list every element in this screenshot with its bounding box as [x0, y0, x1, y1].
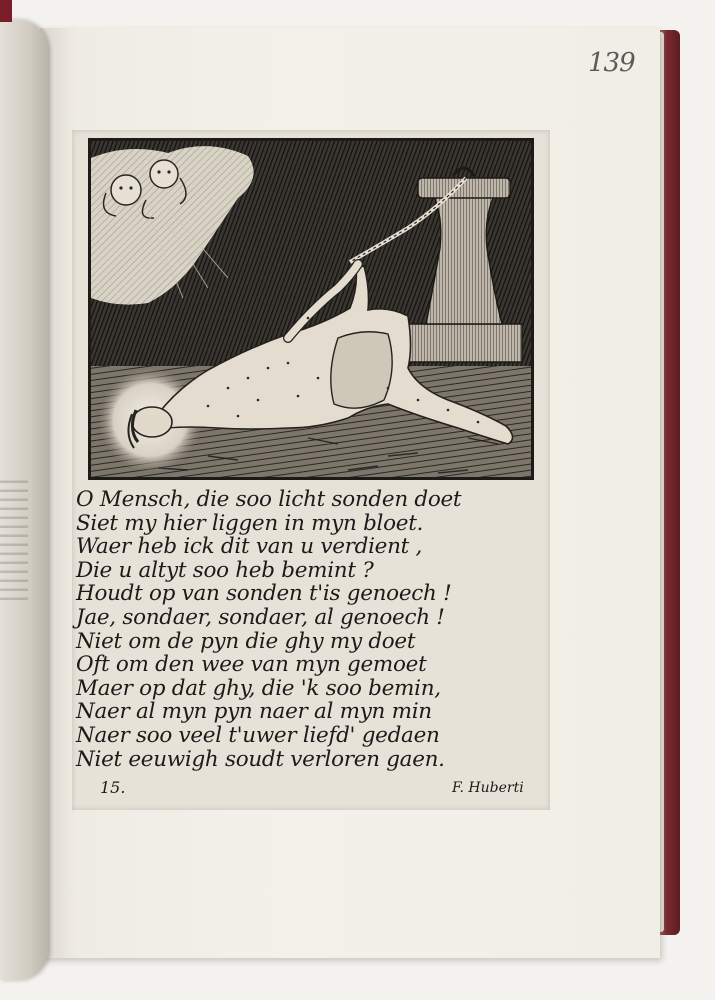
- engraver-signature: F. Huberti: [452, 780, 524, 796]
- left-page-curl: [0, 20, 48, 980]
- verse-text: [76, 488, 546, 771]
- left-page-text-bleed: [0, 480, 28, 600]
- verse-line: Niet eeuwigh soudt verloren gaen.: [76, 746, 445, 772]
- ribbon-marker: [0, 0, 12, 22]
- verse-line: Niet om de pyn die ghy my doet: [76, 628, 416, 654]
- verse-line: Naer al myn pyn naer al myn min: [76, 699, 432, 725]
- plate-number: 15.: [100, 778, 126, 797]
- verse-line: Die u altyt soo heb bemint ?: [76, 557, 374, 583]
- verse-line: Jae, sondaer, sondaer, al genoech !: [76, 604, 445, 630]
- verse-line: Houdt op van sonden t'is genoech !: [76, 581, 452, 607]
- page-folio-number: 139: [588, 48, 635, 78]
- verse-line: Siet my hier liggen in myn bloet.: [76, 510, 424, 536]
- verse-line: Naer soo veel t'uwer liefd' gedaen: [76, 722, 440, 748]
- engraving-illustration: [88, 138, 534, 480]
- verse-line: Maer op dat ghy, die 'k soo bemin,: [76, 675, 441, 701]
- verse-line: Waer heb ick dit van u verdient ,: [76, 534, 423, 560]
- verse-line: Oft om den wee van myn gemoet: [76, 652, 427, 678]
- verse-line: O Mensch, die soo licht sonden doet: [76, 487, 462, 512]
